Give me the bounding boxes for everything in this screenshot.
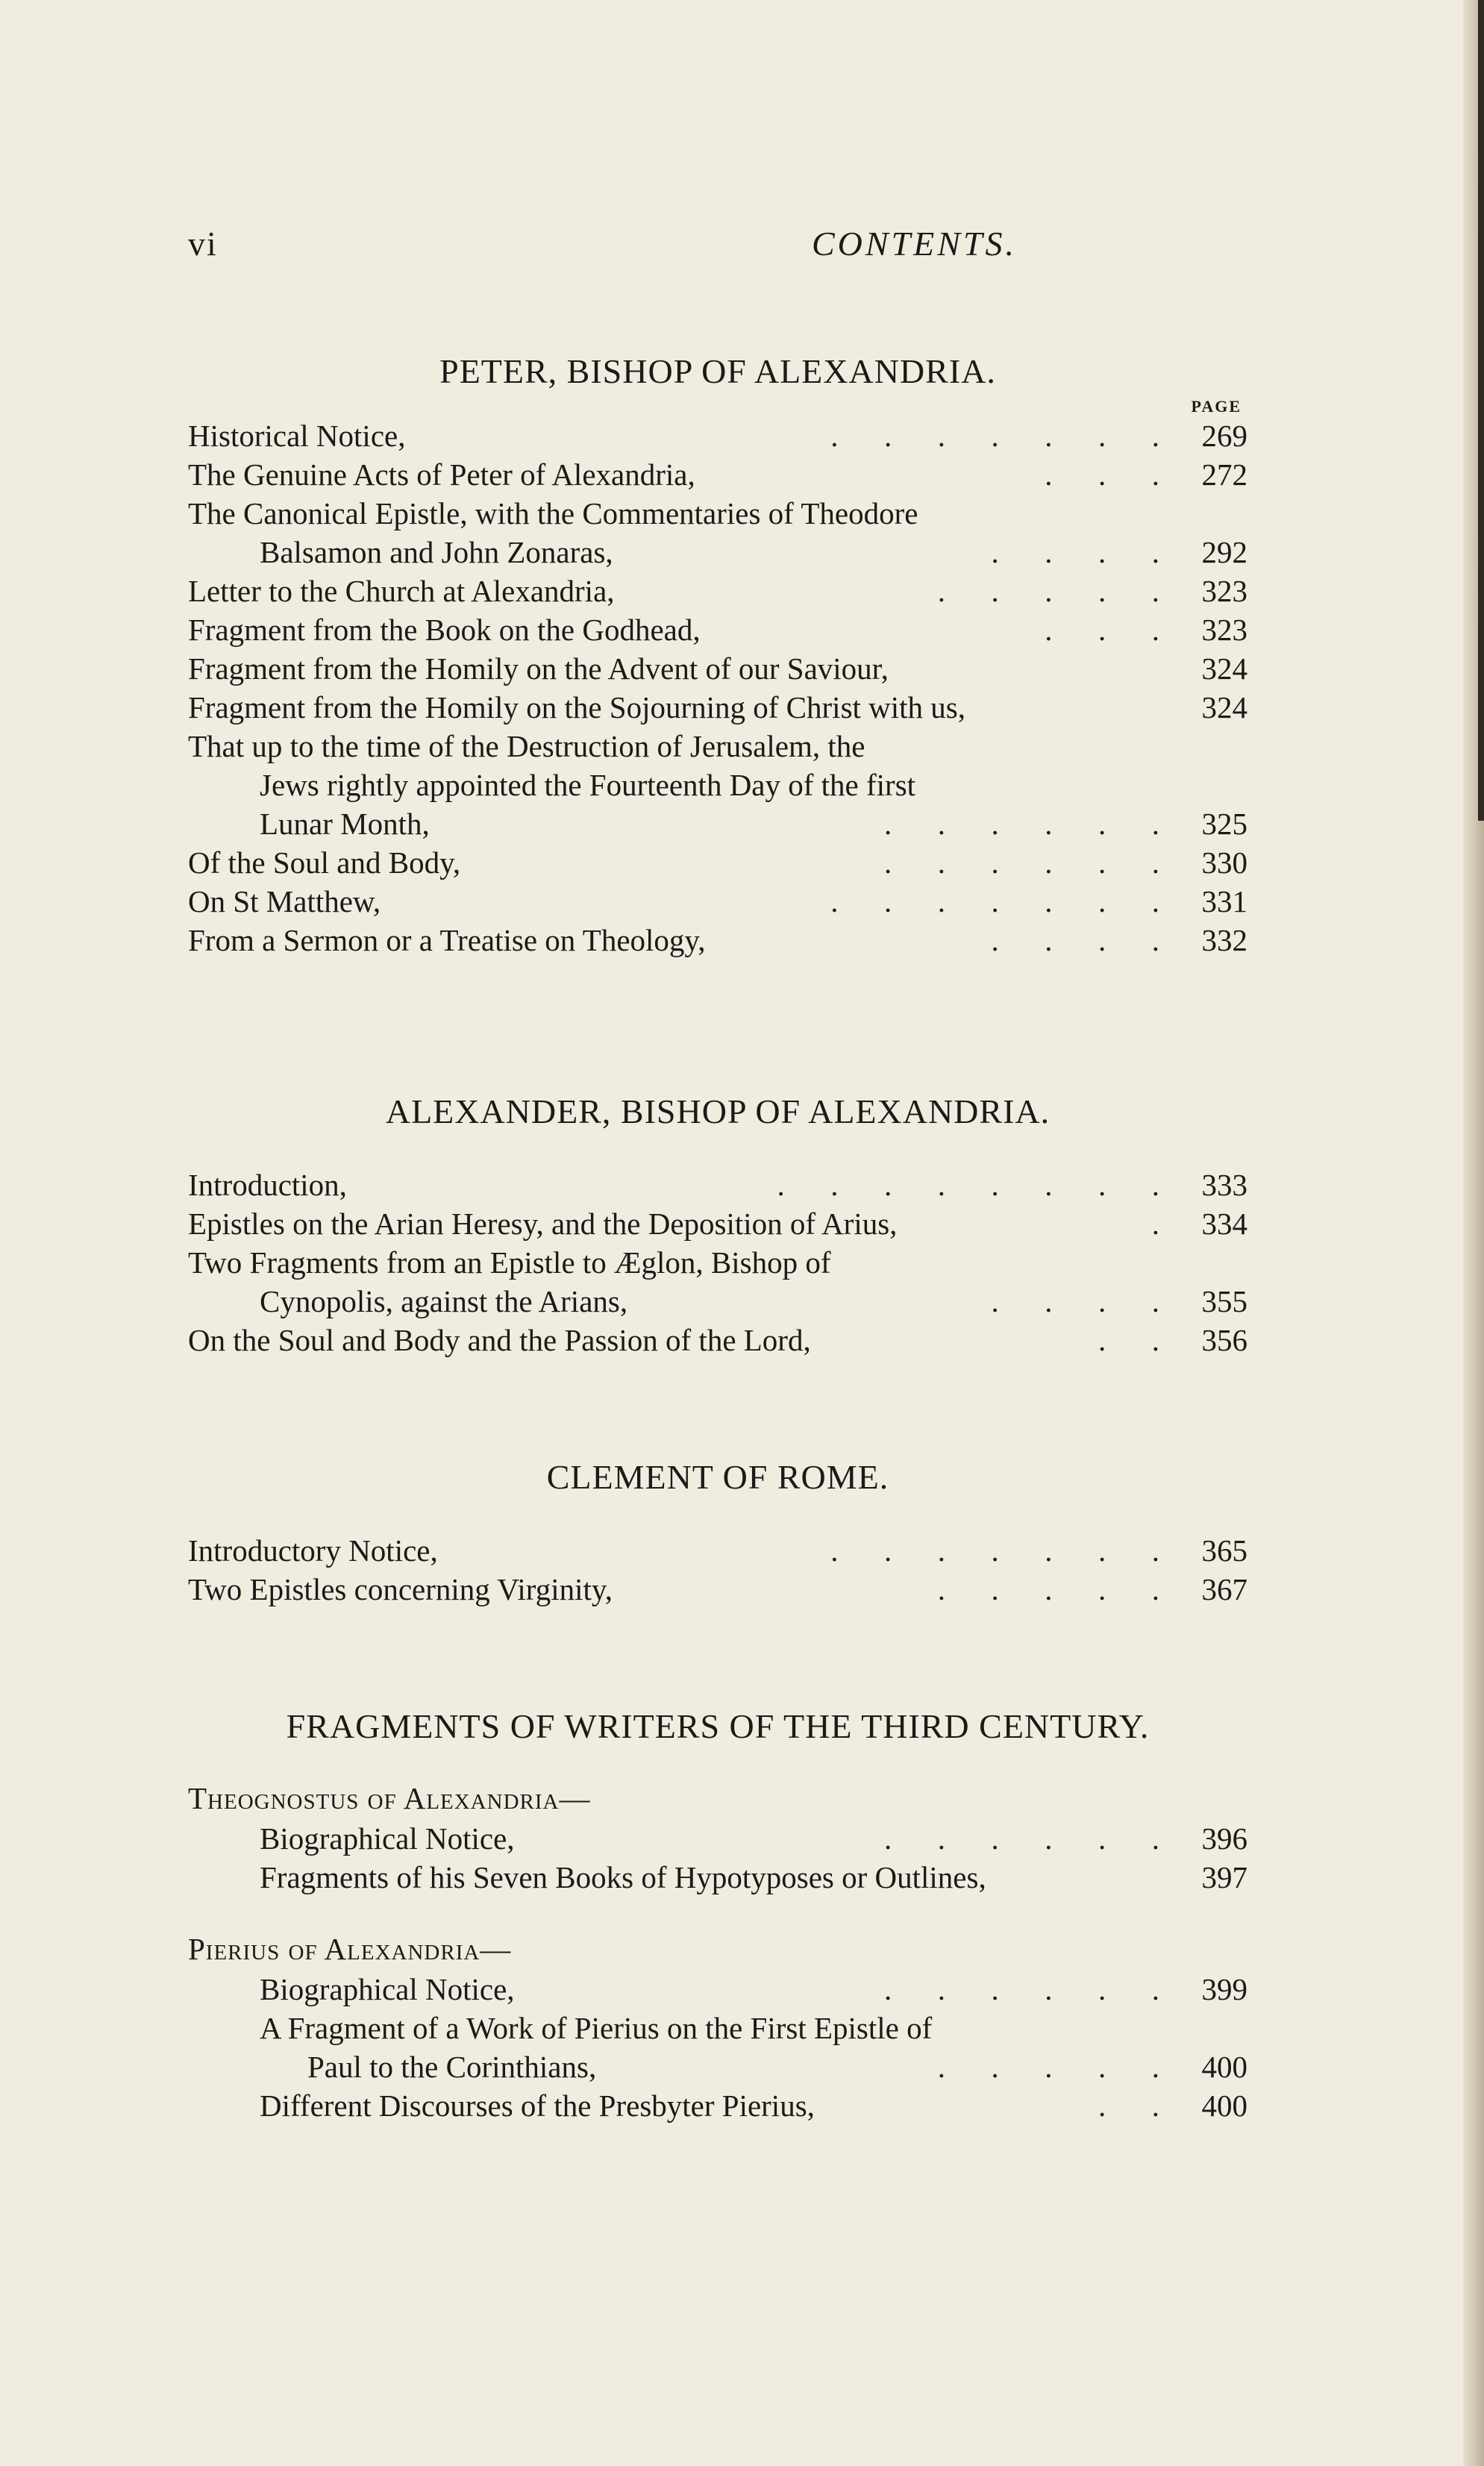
toc-entry-line [188, 727, 1247, 766]
toc-entry-text: Paul to the Corinthians, [307, 2050, 597, 2084]
entry-list [188, 416, 1247, 960]
entry-list [188, 1819, 1247, 1897]
group-heading: Pierius of Alexandria— [188, 1932, 512, 1966]
toc-page-number: 323 [1201, 613, 1247, 647]
toc-entry-text: Cynopolis, against the Arians, [260, 1284, 628, 1318]
toc-page-number: 355 [1201, 1284, 1247, 1318]
toc-page-number: 333 [1201, 1168, 1247, 1202]
toc-entry-text: On St Matthew, [188, 884, 381, 919]
entry-list [188, 1970, 1247, 2125]
dot-leader: . . [1098, 2088, 1159, 2123]
toc-entry-line [188, 1165, 1247, 1204]
toc-entry-line [188, 533, 1247, 572]
page-title: CONTENTS. [812, 225, 1018, 263]
toc-entry [188, 843, 1247, 882]
toc-entry-text: Introductory Notice, [188, 1533, 438, 1568]
dot-leader: . . . . [991, 535, 1159, 569]
page-number: vi [188, 225, 218, 263]
group-pierius [188, 1928, 1247, 2125]
section-alexander [188, 1089, 1247, 1359]
toc-entry [188, 1243, 1247, 1321]
toc-entry-text: The Canonical Epistle, with the Commentaries of Theodore [188, 496, 918, 531]
toc-entry [188, 1204, 1247, 1243]
dot-leader: . . . . . . [884, 845, 1159, 880]
dot-leader: . . . [1045, 613, 1159, 647]
toc-entry-text: Fragments of his Seven Books of Hypotyposes or Outlines, [260, 1860, 986, 1894]
group-heading: Theognostus of Alexandria— [188, 1781, 591, 1815]
section-title: FRAGMENTS OF WRITERS OF THE THIRD CENTURY. [286, 1707, 1150, 1745]
toc-entry-text: Fragment from the Book on the Godhead, [188, 613, 701, 647]
toc-page-number: 272 [1201, 457, 1247, 492]
section-title: PETER, BISHOP OF ALEXANDRIA. [439, 352, 996, 390]
toc-entry-text: From a Sermon or a Treatise on Theology, [188, 923, 706, 957]
toc-entry-line [188, 416, 1247, 455]
section-peter [188, 349, 1247, 960]
toc-entry [188, 416, 1247, 455]
toc-page-number: 356 [1201, 1323, 1247, 1357]
toc-entry [188, 1570, 1247, 1609]
section-title: CLEMENT OF ROME. [546, 1458, 889, 1496]
toc-entry [188, 1970, 1247, 2009]
toc-page-number: 400 [1201, 2088, 1247, 2123]
toc-entry-text: Different Discourses of the Presbyter Pierius, [260, 2088, 815, 2123]
toc-entry-line [188, 649, 1247, 688]
dot-leader: . . . . . . [884, 1972, 1159, 2006]
toc-entry [188, 882, 1247, 921]
toc-entry-line [188, 2047, 1247, 2086]
dot-leader: . . . . [991, 1284, 1159, 1318]
dot-leader: . . . . . . . [830, 419, 1159, 453]
toc-entry [188, 921, 1247, 960]
toc-entry-text: Jews rightly appointed the Fourteenth Day of the first [260, 768, 916, 802]
toc-page-number: 330 [1201, 845, 1247, 880]
toc-entry-line [188, 804, 1247, 843]
toc-entry-line [188, 455, 1247, 494]
toc-entry [188, 1858, 1247, 1897]
dot-leader: . . . . . [937, 2050, 1159, 2084]
toc-page-number: 292 [1201, 535, 1247, 569]
toc-entry-line [188, 610, 1247, 649]
toc-page-number: 269 [1201, 419, 1247, 453]
entry-list [188, 1165, 1247, 1359]
toc-entry-text: Epistles on the Arian Heresy, and the Deposition of Arius, [188, 1207, 898, 1241]
dot-leader: . . [1098, 1323, 1159, 1357]
toc-entry-line [188, 494, 1247, 533]
toc-entry-line [188, 1858, 1247, 1897]
toc-entry [188, 649, 1247, 688]
toc-entry-text: The Genuine Acts of Peter of Alexandria, [188, 457, 695, 492]
toc-entry-line [188, 1282, 1247, 1321]
toc-entry-line [188, 1531, 1247, 1570]
toc-entry [188, 1531, 1247, 1570]
toc-entry-text: Letter to the Church at Alexandria, [188, 574, 615, 608]
toc-entry-line [188, 688, 1247, 727]
toc-entry-text: On the Soul and Body and the Passion of the Lord, [188, 1323, 811, 1357]
toc-entry [188, 610, 1247, 649]
dot-leader: . . . . . [937, 1572, 1159, 1606]
running-head [188, 224, 1247, 276]
toc-entry-text: Two Fragments from an Epistle to Æglon, Bishop of [188, 1245, 831, 1280]
toc-entry-line [188, 843, 1247, 882]
toc-entry-line [188, 882, 1247, 921]
section-title: ALEXANDER, BISHOP OF ALEXANDRIA. [385, 1092, 1051, 1130]
toc-entry-text: Two Epistles concerning Virginity, [188, 1572, 613, 1606]
toc-entry-line [188, 572, 1247, 610]
toc-entry [188, 1819, 1247, 1858]
toc-entry [188, 455, 1247, 494]
section-clement [188, 1455, 1247, 1609]
dot-leader: . . . . . [937, 574, 1159, 608]
toc-page-number: 397 [1201, 1860, 1247, 1894]
dot-leader: . . . . . . [884, 1821, 1159, 1856]
toc-entry-text: Fragment from the Homily on the Advent of our Saviour, [188, 651, 889, 686]
toc-entry [188, 2086, 1247, 2125]
toc-entry-line [188, 2009, 1247, 2047]
toc-page-number: 400 [1201, 2050, 1247, 2084]
page-column-label: PAGE [1191, 397, 1242, 416]
toc-entry [188, 1321, 1247, 1359]
toc-entry-text: Historical Notice, [188, 419, 406, 453]
toc-entry-line [188, 1970, 1247, 2009]
dot-leader: . . . . . . [884, 807, 1159, 841]
toc-entry-line [188, 1243, 1247, 1282]
toc-entry [188, 727, 1247, 843]
dot-leader: . [1151, 1207, 1159, 1241]
toc-entry-line [188, 2086, 1247, 2125]
toc-entry-text: Introduction, [188, 1168, 347, 1202]
toc-entry [188, 572, 1247, 610]
toc-page-number: 399 [1201, 1972, 1247, 2006]
group-theognostus [188, 1777, 1247, 1897]
toc-page-number: 331 [1201, 884, 1247, 919]
dot-leader: . . . . [991, 923, 1159, 957]
toc-entry-text: Of the Soul and Body, [188, 845, 461, 880]
toc-entry [188, 1165, 1247, 1204]
toc-entry-text: Fragment from the Homily on the Sojourning of Christ with us, [188, 690, 966, 725]
toc-page-number: 365 [1201, 1533, 1247, 1568]
toc-entry-text: That up to the time of the Destruction of Jerusalem, the [188, 729, 865, 763]
page-edge-shadow [1478, 0, 1484, 821]
toc-entry-line [188, 921, 1247, 960]
toc-entry-text: Biographical Notice, [260, 1821, 515, 1856]
dot-leader: . . . . . . . [830, 884, 1159, 919]
entry-list [188, 1531, 1247, 1609]
dot-leader: . . . . . . . . [777, 1168, 1159, 1202]
toc-entry-line [188, 1321, 1247, 1359]
dot-leader: . . . [1045, 457, 1159, 492]
toc-entry [188, 494, 1247, 572]
toc-entry [188, 688, 1247, 727]
dot-leader: . . . . . . . [830, 1533, 1159, 1568]
toc-page-number: 396 [1201, 1821, 1247, 1856]
toc-page-number: 334 [1201, 1207, 1247, 1241]
toc-page-number: 323 [1201, 574, 1247, 608]
toc-page-number: 367 [1201, 1572, 1247, 1606]
toc-entry-line [188, 766, 1247, 804]
toc-entry-line [188, 1204, 1247, 1243]
toc-entry [188, 2009, 1247, 2086]
toc-page-number: 325 [1201, 807, 1247, 841]
toc-entry-text: A Fragment of a Work of Pierius on the First Epistle of [260, 2011, 933, 2045]
section-fragments [188, 1704, 1247, 2125]
toc-page-number: 324 [1201, 651, 1247, 686]
toc-entry-text: Lunar Month, [260, 807, 430, 841]
toc-entry-line [188, 1819, 1247, 1858]
toc-entry-text: Biographical Notice, [260, 1972, 515, 2006]
toc-page-number: 332 [1201, 923, 1247, 957]
toc-entry-text: Balsamon and John Zonaras, [260, 535, 613, 569]
toc-page-number: 324 [1201, 690, 1247, 725]
toc-entry-line [188, 1570, 1247, 1609]
